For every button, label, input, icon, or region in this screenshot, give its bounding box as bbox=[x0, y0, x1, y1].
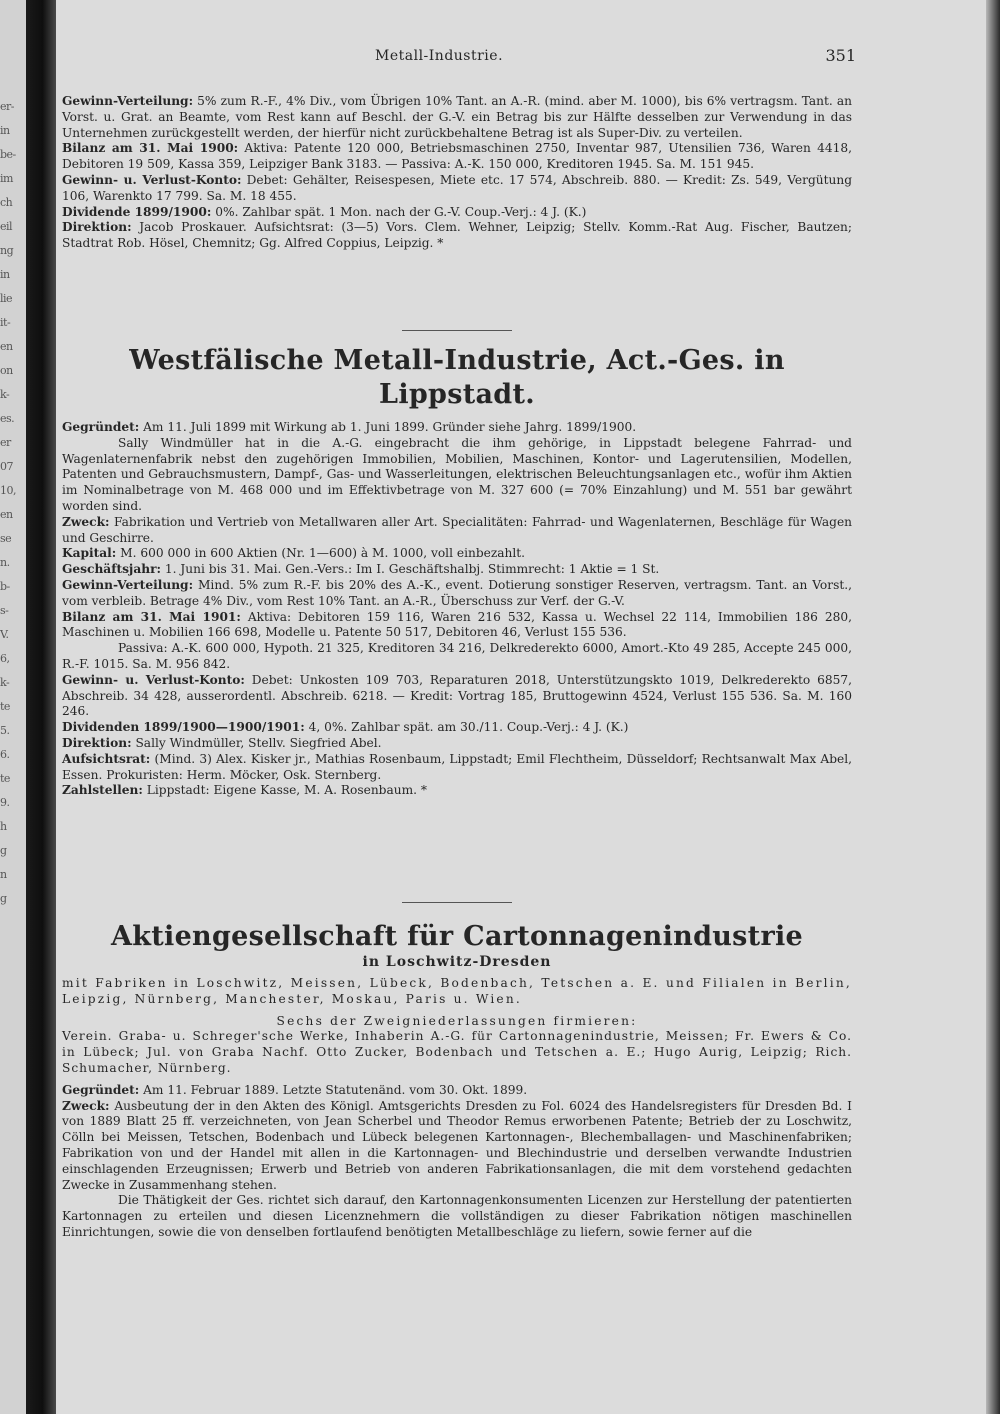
section-continuation bbox=[62, 94, 852, 252]
entry-text: M. 600 000 in 600 Aktien (Nr. 1—600) à M. 1000, voll einbezahlt. bbox=[116, 546, 526, 561]
bleed-fragment: g bbox=[0, 892, 7, 905]
entry-text: Fabrikation und Vertrieb von Metallwaren aller Art. Specialitäten: Fahrrad- und Wagenlaternen, Beschläge für Wagen und Geschirre. bbox=[62, 514, 852, 545]
bleed-fragment: in bbox=[0, 124, 10, 137]
entry-text: Passiva: A.-K. 600 000, Hypoth. 21 325, Kreditoren 34 216, Delkrederekto 6000, Amort.-Kto 49 285, Accepte 245 000, R.-F. 1015. Sa. M. 956 842. bbox=[62, 641, 852, 671]
bleed-fragment: er bbox=[0, 436, 11, 449]
entry-label: Dividenden 1899/1900—1900/1901: bbox=[62, 720, 305, 735]
entry-text: Lippstadt: Eigene Kasse, M. A. Rosenbaum. * bbox=[142, 783, 427, 798]
entry-paragraph bbox=[62, 94, 852, 141]
entry-text: 4, 0%. Zahlbar spät. am 30./11. Coup.-Verj.: 4 J. (K.) bbox=[304, 720, 629, 735]
bleed-fragment: er- bbox=[0, 100, 14, 113]
entry-paragraph bbox=[62, 720, 852, 736]
divider-rule bbox=[402, 902, 512, 903]
westfaelische-entries bbox=[62, 420, 852, 799]
bleed-fragment: 10, bbox=[0, 484, 16, 497]
bleed-fragment: es. bbox=[0, 412, 15, 425]
branches-list: Verein. Graba- u. Schreger'sche Werke, Inhaberin A.-G. für Cartonnagenindustrie, Meissen; Fr. Ewers & Co. in Lübeck; Jul. von Graba Nachf. Otto Zucker, Bodenbach und Tetschen a. E.; Hugo Aurig, Leipzig; Rich. Schumacher, Nürnberg. bbox=[62, 1029, 852, 1075]
entry-paragraph bbox=[62, 1083, 852, 1099]
bleed-fragment: on bbox=[0, 364, 13, 377]
entry-paragraph bbox=[62, 736, 852, 752]
entry-label: Direktion: bbox=[62, 735, 132, 750]
bleed-fragment: g bbox=[0, 844, 7, 857]
page-number: 351 bbox=[825, 46, 856, 65]
entry-text: 5% zum R.-F., 4% Div., vom Übrigen 10% Tant. an A.-R. (mind. aber M. 1000), bis 6% vertragsm. Tant. an Vorst. u. Grat. an Beamte, vom Rest kann auf Beschl. der G.-V. ein Betrag bis zur Hälfte desselben zur Verwendung in das Unternehmen zurückgestellt werden, der hierfür nicht zurückbehaltene Betrag ist als Super-Div. zu verteilen. bbox=[62, 94, 852, 140]
bleed-fragment: en bbox=[0, 340, 13, 353]
entry-label: Kapital: bbox=[62, 546, 117, 561]
divider bbox=[62, 330, 852, 331]
bleed-fragment: 07 bbox=[0, 460, 13, 473]
divider-rule bbox=[402, 330, 512, 331]
entry-paragraph bbox=[62, 1099, 852, 1194]
entry-paragraph bbox=[62, 1193, 852, 1240]
entry-label: Aufsichtsrat: bbox=[62, 751, 151, 766]
entry-text: (Mind. 3) Alex. Kisker jr., Mathias Rosenbaum, Lippstadt; Emil Flechtheim, Düsseldorf; Rechtsanwalt Max Abel, Essen. Prokuristen: Herm. Möcker, Osk. Sternberg. bbox=[62, 751, 852, 782]
entry-text: Die Thätigkeit der Ges. richtet sich darauf, den Kartonnagenkonsumenten Licenzen zur Herstellung der patentierten Kartonnagen zu erteilen und diesen Licenznehmern die vollständigen zu dieser Fabrikation nötigen maschinellen Einrichtungen, sowie die von denselben fortlaufend benötigten Metallbeschläge zu liefern, sowie ferner auf die bbox=[62, 1193, 852, 1239]
bleed-fragment: ng bbox=[0, 244, 14, 257]
bleed-fragment: it- bbox=[0, 316, 11, 329]
bleed-fragment: h bbox=[0, 820, 7, 833]
bleed-fragment: en bbox=[0, 508, 13, 521]
entry-text: Am 11. Juli 1899 mit Wirkung ab 1. Juni 1899. Gründer siehe Jahrg. 1899/1900. bbox=[139, 420, 637, 434]
entry-text: Am 11. Februar 1889. Letzte Statutenänd. vom 30. Okt. 1899. bbox=[139, 1082, 528, 1097]
entry-text: Sally Windmüller, Stellv. Siegfried Abel. bbox=[131, 735, 382, 750]
bleed-fragment: b- bbox=[0, 580, 10, 593]
entry-paragraph bbox=[62, 436, 852, 515]
bleed-fragment: n bbox=[0, 868, 7, 881]
entry-label: Direktion: bbox=[62, 220, 132, 235]
page-edge-shadow bbox=[986, 0, 1000, 1414]
entry-paragraph bbox=[62, 420, 852, 436]
bleed-fragment: 9. bbox=[0, 796, 10, 809]
entry-label: Bilanz am 31. Mai 1901: bbox=[62, 609, 241, 624]
company-title: Aktiengesellschaft für Cartonnagenindustrie bbox=[110, 921, 804, 952]
entry-paragraph bbox=[62, 515, 852, 547]
entry-label: Zahlstellen: bbox=[62, 783, 143, 798]
bleed-fragment: 5. bbox=[0, 724, 10, 737]
entry-label: Geschäftsjahr: bbox=[62, 562, 162, 577]
entry-paragraph bbox=[62, 562, 852, 578]
bleed-fragment: eil bbox=[0, 220, 13, 233]
entry-label: Gewinn- u. Verlust-Konto: bbox=[62, 172, 242, 187]
section-westfaelische bbox=[62, 344, 852, 799]
running-title: Metall-Industrie. bbox=[375, 48, 504, 64]
entry-label: Zweck: bbox=[62, 1098, 110, 1113]
bleed-fragment: 6, bbox=[0, 652, 10, 665]
entry-paragraph bbox=[62, 578, 852, 610]
entry-text: 1. Juni bis 31. Mai. Gen.-Vers.: Im I. Geschäftshalbj. Stimmrecht: 1 Aktie = 1 St. bbox=[161, 562, 660, 577]
entry-paragraph bbox=[62, 141, 852, 173]
entry-paragraph bbox=[62, 610, 852, 642]
bleed-fragment: in bbox=[0, 268, 10, 281]
entry-text: Aktiva: Patente 120 000, Betriebsmaschinen 2750, Inventar 987, Utensilien 736, Waren 4418, Debitoren 19 509, Kassa 359, Leipziger Bank 3183. — Passiva: A.-K. 150 000, Kreditoren 1945. Sa. M. 151 945. bbox=[62, 141, 852, 172]
entry-text: Sally Windmüller hat in die A.-G. eingebracht die ihm gehörige, in Lippstadt belegene Fahrrad- und Wagenlaternenfabrik nebst den zugehörigen Immobilien, Mobilien, Maschinen, Kontor- und Lagerutensilien, Modellen, Patenten und Gebrauchsmustern, Dampf-, Gas- und Wasserleitungen, elektrischen Beleuchtungsanlagen etc., wofür ihm Aktien im Nominalbetrage von M. 468 000 und im Effektivbetrage von M. 327 600 (= 70% Einzahlung) und M. 551 bar gewährt worden sind. bbox=[62, 435, 852, 513]
company-intro: mit Fabriken in Loschwitz, Meissen, Lübeck, Bodenbach, Tetschen a. E. und Filialen in Berlin, Leipzig, Nürnberg, Manchester, Moskau, Paris u. Wien. bbox=[62, 976, 852, 1006]
bleed-fragment: se bbox=[0, 532, 12, 545]
bleed-fragment: lie bbox=[0, 292, 13, 305]
bleed-fragment: k- bbox=[0, 676, 10, 689]
bleed-fragment: te bbox=[0, 772, 10, 785]
entry-text: Aktiva: Debitoren 159 116, Waren 216 532, Kassa u. Wechsel 22 114, Immobilien 186 280, Maschinen u. Mobilien 166 698, Modelle u. Patente 50 517, Debitoren 46, Verlust 155 536. bbox=[62, 609, 853, 640]
entry-label: Gewinn-Verteilung: bbox=[62, 577, 194, 592]
branches-heading: Sechs der Zweigniederlassungen firmieren: bbox=[276, 1013, 638, 1028]
document-page bbox=[56, 0, 986, 1414]
continuation-entries bbox=[62, 94, 852, 252]
entry-text: Ausbeutung der in den Akten des Königl. Amtsgerichts Dresden zu Fol. 6024 des Handelsregisters für Dresden Bd. I von 1889 Blatt 25 ff. verzeichneten, von Jean Scherbel und Theodor Remus erworbenen Patente; Betrieb der zu Loschwitz, Cölln bei Meissen, Tetschen, Bodenbach und Lübeck belegenen Kartonnagen-, Blechemballagen- und Maschinenfabriken; Fabrikation von und der Handel mit allen in die Kartonnagen- und Blechindustrie und derselben verwandte Industrien einschlagenden Erzeugnissen; Erwerb und Betrieb von anderen Fabrikationsanlagen, die mit dem vorstehend gedachten Zwecke in Zusammenhang stehen. bbox=[62, 1098, 852, 1192]
entry-label: Bilanz am 31. Mai 1900: bbox=[62, 141, 239, 156]
entry-text: 0%. Zahlbar spät. 1 Mon. nach der G.-V. Coup.-Verj.: 4 J. (K.) bbox=[211, 204, 587, 219]
entry-paragraph bbox=[62, 220, 852, 252]
entry-label: Gewinn-Verteilung: bbox=[62, 94, 194, 108]
entry-paragraph bbox=[62, 173, 852, 205]
entry-paragraph bbox=[62, 673, 852, 720]
company-subtitle: in Loschwitz-Dresden bbox=[362, 954, 552, 970]
adjacent-page-bleed bbox=[0, 0, 26, 1414]
entry-paragraph bbox=[62, 641, 852, 673]
bleed-fragment: n. bbox=[0, 556, 10, 569]
entry-text: Mind. 5% zum R.-F. bis 20% des A.-K., event. Dotierung sonstiger Reserven, vertragsm. Tant. an Vorst., vom verbleib. Betrage 4% Div., vom Rest 10% Tant. an A.-R., Überschuss zur Verf. der G.-V. bbox=[62, 577, 852, 608]
entry-paragraph bbox=[62, 752, 852, 784]
divider bbox=[62, 902, 852, 903]
bleed-fragment: 6. bbox=[0, 748, 10, 761]
bleed-fragment: s- bbox=[0, 604, 9, 617]
bleed-fragment: ch bbox=[0, 196, 13, 209]
cartonnagen-entries bbox=[62, 1083, 852, 1241]
entry-text: Debet: Gehälter, Reisespesen, Miete etc. 17 574, Abschreib. 880. — Kredit: Zs. 549, Vergütung 106, Warenkto 17 799. Sa. M. 18 455. bbox=[62, 172, 852, 203]
bleed-fragment: te bbox=[0, 700, 10, 713]
entry-paragraph bbox=[62, 546, 852, 562]
entry-text: Jacob Proskauer. Aufsichtsrat: (3—5) Vors. Clem. Wehner, Leipzig; Stellv. Komm.-Rat Aug. Fischer, Bautzen; Stadtrat Rob. Hösel, Chemnitz; Gg. Alfred Coppius, Leipzig. * bbox=[62, 220, 852, 251]
entry-label: Dividende 1899/1900: bbox=[62, 204, 212, 219]
entry-paragraph bbox=[62, 783, 852, 799]
entry-label: Gegründet: bbox=[62, 1082, 140, 1097]
book-gutter bbox=[26, 0, 56, 1414]
entry-label: Gegründet: bbox=[62, 420, 140, 434]
bleed-fragment: im bbox=[0, 172, 13, 185]
company-title: Westfälische Metall-Industrie, Act.-Ges. in Lippstadt. bbox=[129, 345, 785, 410]
bleed-fragment: k- bbox=[0, 388, 10, 401]
entry-label: Gewinn- u. Verlust-Konto: bbox=[62, 672, 245, 687]
bleed-fragment: V. bbox=[0, 628, 9, 641]
entry-text: Debet: Unkosten 109 703, Reparaturen 2018, Unterstützungskto 1019, Delkrederekto 6857, Abschreib. 34 428, ausserordentl. Abschreib. 6218. — Kredit: Vortrag 185, Bruttogewinn 4524, Verlust 155 536. Sa. M. 160 246. bbox=[62, 672, 852, 719]
entry-label: Zweck: bbox=[62, 514, 110, 529]
section-cartonnagen bbox=[62, 920, 852, 1241]
page-header bbox=[56, 48, 856, 70]
entry-paragraph bbox=[62, 205, 852, 221]
bleed-fragment: be- bbox=[0, 148, 16, 161]
